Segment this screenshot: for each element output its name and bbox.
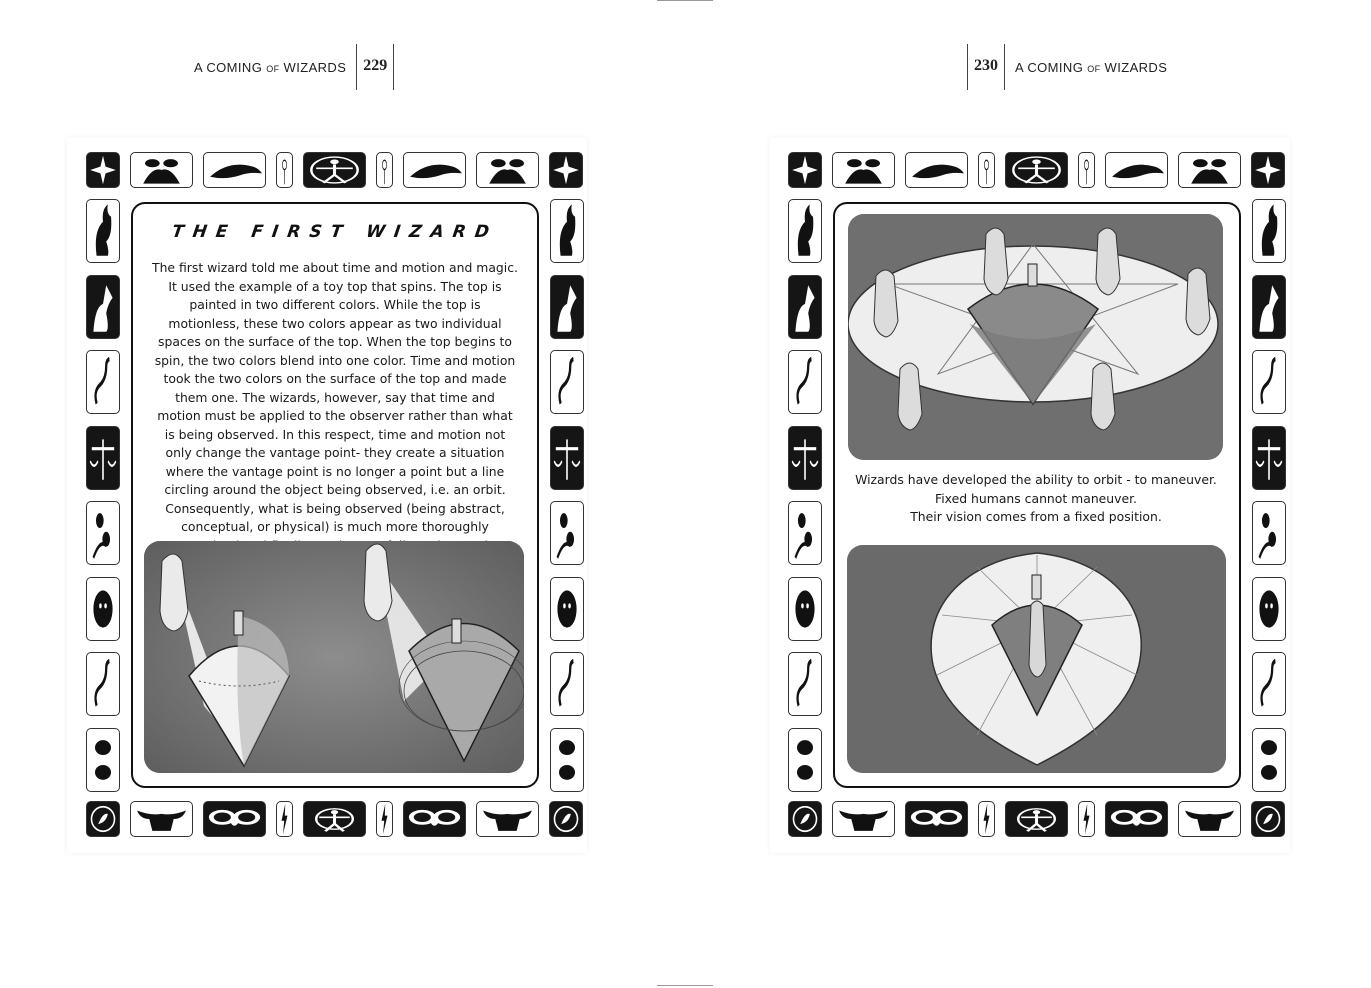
scorpion-icon xyxy=(86,350,120,414)
spinning-tops-drawing xyxy=(144,541,524,773)
caption-line: Their vision comes from a fixed position. xyxy=(910,509,1162,525)
scorpion-icon xyxy=(788,350,822,414)
two-figures-icon xyxy=(1178,152,1241,188)
fixed-vision-illustration xyxy=(847,545,1226,773)
scales-icon xyxy=(86,426,120,490)
two-figures-icon xyxy=(130,152,193,188)
vitruvian-sun-icon xyxy=(303,801,366,837)
lightning-icon xyxy=(978,801,995,837)
star-icon xyxy=(788,152,822,188)
twins-icon xyxy=(1252,501,1286,565)
orbit-illustration xyxy=(848,214,1223,460)
archer-icon xyxy=(1252,275,1286,339)
page-number: 230 xyxy=(967,44,1005,90)
dolphin-icon xyxy=(905,152,968,188)
right-running-header xyxy=(967,44,1177,90)
goat-icon xyxy=(788,199,822,263)
leaf-icon xyxy=(788,801,822,837)
two-figures-icon xyxy=(832,152,895,188)
rose-icon xyxy=(376,152,393,188)
left-running-header xyxy=(184,44,394,90)
lightning-icon xyxy=(376,801,393,837)
lion-icon xyxy=(1252,577,1286,641)
scales-icon xyxy=(788,426,822,490)
lion-icon xyxy=(86,577,120,641)
ram-icon xyxy=(905,801,968,837)
archer-icon xyxy=(550,275,584,339)
running-header-title xyxy=(184,60,356,75)
vitruvian-figure-icon xyxy=(303,152,366,188)
ram-icon xyxy=(403,801,466,837)
fixed-vision-drawing xyxy=(847,545,1226,773)
fish-icon xyxy=(1252,728,1286,792)
twins-icon xyxy=(788,501,822,565)
header-title-part: WIZARDS xyxy=(279,59,347,75)
illustration-caption xyxy=(848,471,1224,527)
star-icon xyxy=(86,152,120,188)
gutter-mark-bottom xyxy=(657,985,713,986)
gutter-mark-top xyxy=(657,0,713,1)
bull-icon xyxy=(1178,801,1241,837)
header-title-of: OF xyxy=(1087,63,1101,74)
archer-icon xyxy=(86,275,120,339)
body-text: The first wizard told me about time and motion and magic. It used the example of a toy top that spins. The top is painted in two different colors. While the top is motionless, these two colors appear as two individual spaces on the surface of the top. When the top begins to spin, the two colors blend into one color. Time and motion took the two colors on the surface of the top and made them one. The wizards, however, say that time and motion must be applied to the observer rather than what is being observed. In this respect, time and motion not only change the vantage point- they create a situation where the vantage point is no longer a point but a line circling around the object being observed, i.e. an orbit. Consequently, what is being observed (being abstract, conceptual, or physical) is much more thoroughly xyxy=(152,260,518,534)
rose-icon xyxy=(978,152,995,188)
leaf-icon xyxy=(1251,801,1285,837)
header-title-of: OF xyxy=(266,63,280,74)
twins-icon xyxy=(86,501,120,565)
caption-line: Wizards have developed the ability to orbit - to maneuver. xyxy=(855,472,1217,487)
leaf-icon xyxy=(86,801,120,837)
lightning-icon xyxy=(276,801,293,837)
scorpion-icon xyxy=(788,652,822,716)
scales-icon xyxy=(550,426,584,490)
orbit-drawing xyxy=(848,214,1223,460)
ram-icon xyxy=(1105,801,1168,837)
spinning-tops-illustration xyxy=(144,541,524,773)
header-title-part: WIZARDS xyxy=(1100,59,1168,75)
vitruvian-sun-icon xyxy=(1005,801,1068,837)
rose-icon xyxy=(276,152,293,188)
dolphin-icon xyxy=(1105,152,1168,188)
running-header-title xyxy=(1005,60,1177,75)
ram-icon xyxy=(203,801,266,837)
caption-line: Fixed humans cannot maneuver. xyxy=(935,490,1137,506)
rose-icon xyxy=(1078,152,1095,188)
scorpion-icon xyxy=(1252,652,1286,716)
scorpion-icon xyxy=(1252,350,1286,414)
leaf-icon xyxy=(549,801,583,837)
fish-icon xyxy=(86,728,120,792)
twins-icon xyxy=(550,501,584,565)
lion-icon xyxy=(550,577,584,641)
bull-icon xyxy=(130,801,193,837)
goat-icon xyxy=(550,199,584,263)
vitruvian-figure-icon xyxy=(1005,152,1068,188)
star-icon xyxy=(549,152,583,188)
lightning-icon xyxy=(1078,801,1095,837)
scales-icon xyxy=(1252,426,1286,490)
dolphin-icon xyxy=(403,152,466,188)
fish-icon xyxy=(788,728,822,792)
archer-icon xyxy=(788,275,822,339)
scorpion-icon xyxy=(550,652,584,716)
header-title-part: A COMING xyxy=(194,59,267,75)
scorpion-icon xyxy=(550,350,584,414)
header-title-part: A COMING xyxy=(1015,59,1088,75)
bull-icon xyxy=(476,801,539,837)
bull-icon xyxy=(832,801,895,837)
goat-icon xyxy=(86,199,120,263)
fish-icon xyxy=(550,728,584,792)
chapter-title: THE FIRST WIZARD xyxy=(170,222,500,242)
lion-icon xyxy=(788,577,822,641)
dolphin-icon xyxy=(203,152,266,188)
star-icon xyxy=(1251,152,1285,188)
goat-icon xyxy=(1252,199,1286,263)
scorpion-icon xyxy=(86,652,120,716)
page-number: 229 xyxy=(356,44,394,90)
two-figures-icon xyxy=(476,152,539,188)
